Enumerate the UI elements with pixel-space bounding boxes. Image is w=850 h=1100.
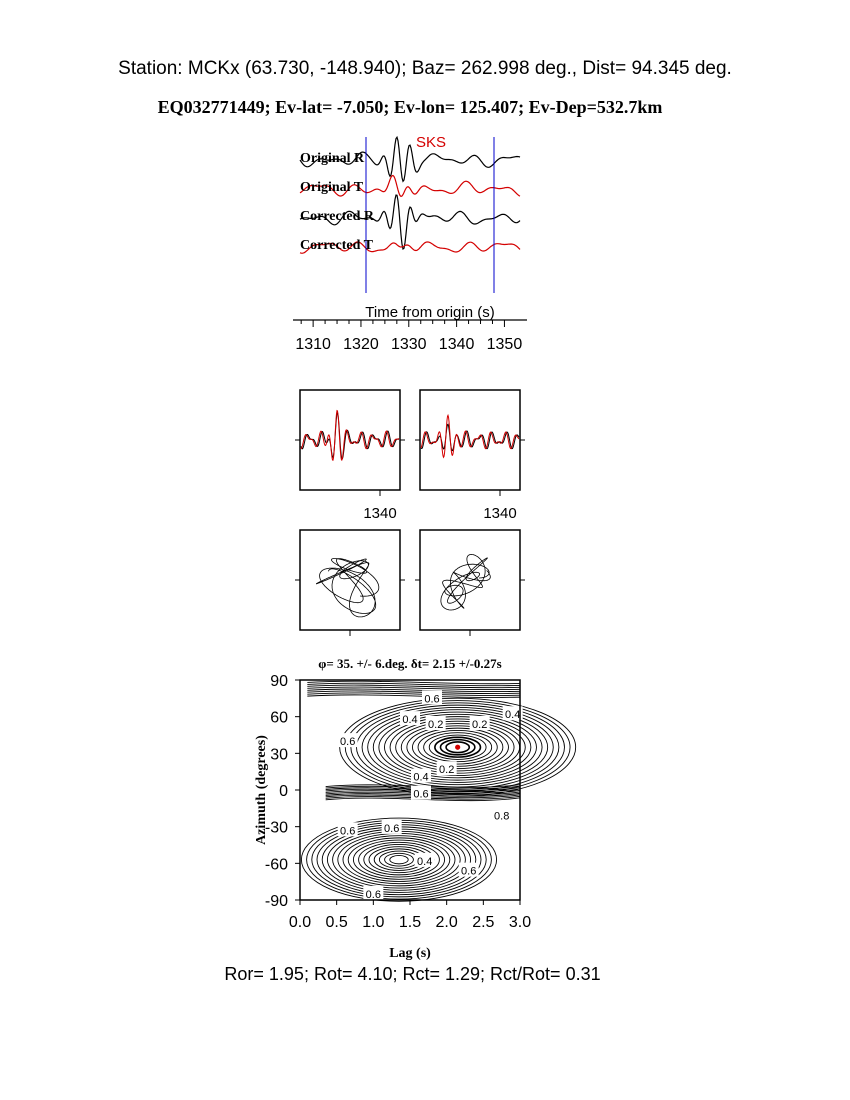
waveform-trace <box>301 411 399 461</box>
ratio-summary: Ror= 1.95; Rot= 4.10; Rct= 1.29; Rct/Rot= 0.31 <box>224 964 601 984</box>
azimuth-tick-label: 0 <box>279 783 288 800</box>
lag-tick-label: 2.0 <box>435 914 458 931</box>
lag-tick-label: 1.5 <box>398 914 422 931</box>
waveform-left-tick-label: 1340 <box>363 505 397 522</box>
waveform-traces <box>295 411 525 496</box>
particle-box-right <box>420 530 520 630</box>
contour-title: φ= 35. +/- 6.deg. δt= 2.15 +/-0.27s <box>318 656 502 671</box>
lower-contour <box>343 836 455 884</box>
contour-label: 0.6 <box>424 693 440 706</box>
contour-label: 0.6 <box>384 822 400 835</box>
lag-tick-label: 2.5 <box>472 914 495 931</box>
time-tick-label: 1320 <box>343 336 379 353</box>
trace-label-corrected-t: Corrected T <box>300 238 373 253</box>
station-info: Station: MCKx (63.730, -148.940); Baz= 262.998 deg., Dist= 94.345 deg. <box>118 58 732 79</box>
time-tick-label: 1340 <box>438 336 475 353</box>
lag-tick-label: 0.0 <box>288 914 312 931</box>
azimuth-tick-label: 60 <box>270 709 288 727</box>
azimuth-axis-title: Azimuth (degrees) <box>254 735 269 845</box>
lower-contour <box>390 855 408 863</box>
contour-label: 0.2 <box>472 719 488 731</box>
contour-label: 0.4 <box>413 771 429 784</box>
waveform-trace <box>421 415 519 457</box>
phase-label: SKS <box>415 134 447 151</box>
lag-axis-title: Lag (s) <box>389 946 431 961</box>
particle-box-left <box>300 530 400 630</box>
contour-label: 0.6 <box>461 865 477 878</box>
azimuth-tick-label: -30 <box>264 819 288 837</box>
trace-label-original-t: Original T <box>300 180 364 195</box>
time-tick-label: 1330 <box>390 336 427 353</box>
particle-motion-path <box>441 554 490 610</box>
particle-motion-panels <box>295 530 525 636</box>
time-tick-label: 1350 <box>486 336 523 353</box>
contour-label: 0.6 <box>413 788 429 801</box>
contour-label: 0.4 <box>417 855 433 868</box>
contour-label: 0.4 <box>505 709 521 722</box>
lower-contour <box>338 833 460 885</box>
contour-panel <box>254 656 576 961</box>
contour-label: 0.2 <box>428 719 444 731</box>
contour-label: 0.6 <box>365 888 381 901</box>
lag-tick-label: 3.0 <box>508 914 532 931</box>
time-axis-title: Time from origin (s) <box>365 304 495 321</box>
azimuth-tick-label: 30 <box>270 746 288 764</box>
trace-label-original-r: Original R <box>300 151 365 166</box>
time-axis <box>293 320 527 353</box>
misfit-contours <box>301 681 575 901</box>
contour-label: 0.4 <box>402 714 418 727</box>
particle-motion-path <box>316 559 378 617</box>
waveform-right-tick-label: 1340 <box>483 505 517 522</box>
lag-tick-label: 0.5 <box>325 914 348 931</box>
contour-label: 0.6 <box>340 825 356 838</box>
time-tick-label: 1310 <box>295 336 331 353</box>
azimuth-tick-label: -60 <box>264 856 288 874</box>
contour-label: 0.2 <box>439 764 455 777</box>
best-fit-point <box>455 745 460 750</box>
waveform-comparison-panels <box>295 390 525 522</box>
trace-label-corrected-r: Corrected R <box>300 209 374 224</box>
particle-motion-curves <box>295 554 525 636</box>
azimuth-tick-label: -90 <box>264 893 288 910</box>
event-info: EQ032771449; Ev-lat= -7.050; Ev-lon= 125.407; Ev-Dep=532.7km <box>157 97 663 117</box>
lag-tick-label: 1.0 <box>362 914 385 931</box>
azimuth-tick-label: 90 <box>270 673 288 690</box>
contour-label: 0.6 <box>340 736 356 749</box>
contour-label: 0.8 <box>494 810 510 823</box>
seismogram-panel <box>293 134 527 353</box>
